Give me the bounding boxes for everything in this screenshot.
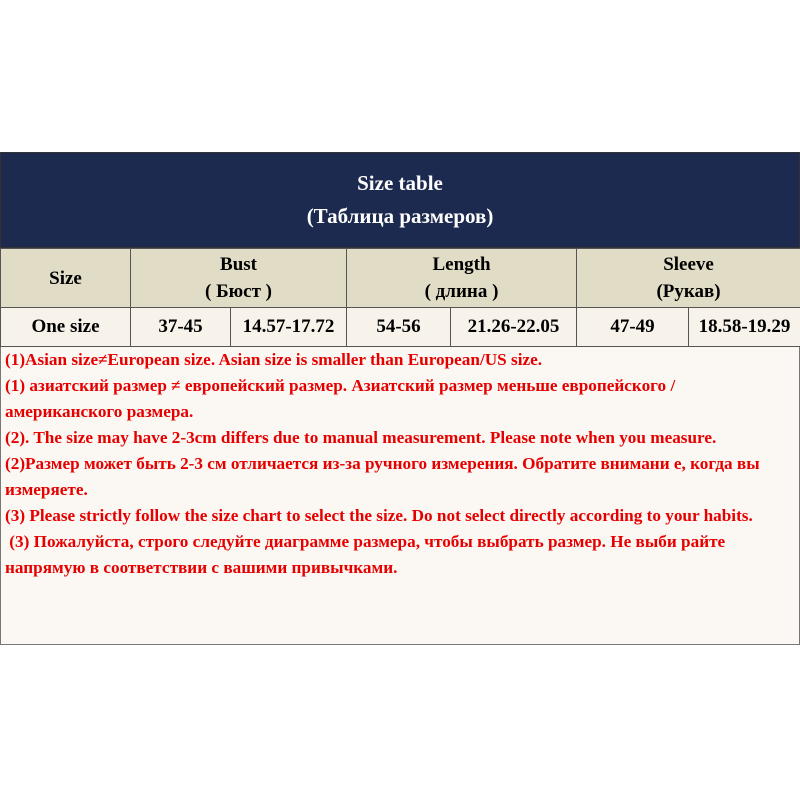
note-3-en: (3) Please strictly follow the size chart to select the size. Do not select directly according to your habits. xyxy=(5,506,753,525)
header-sleeve-ru: (Рукав) xyxy=(656,281,721,302)
cell-bust-in: 14.57-17.72 xyxy=(231,308,347,347)
cell-sleeve-cm: 47-49 xyxy=(577,308,689,347)
note-1-ru: (1) азиатский размер ≠ европейский размер. Азиатский размер меньше европейского / американского размера. xyxy=(5,376,676,421)
note-2-en: (2). The size may have 2-3cm differs due to manual measurement. Please note when you measure. xyxy=(5,428,717,447)
header-length-en: Length xyxy=(432,254,491,275)
header-sleeve xyxy=(577,249,800,308)
cell-bust-cm: 37-45 xyxy=(131,308,231,347)
size-chart xyxy=(0,152,800,645)
size-notes xyxy=(0,347,800,645)
size-table xyxy=(0,248,800,347)
note-2-ru: (2)Размер может быть 2-3 см отличается из-за ручного измерения. Обратите внимани е, когда вы измеряете. xyxy=(5,454,760,499)
page-subtitle: (Таблица размеров) xyxy=(306,204,494,228)
header-sleeve-en: Sleeve xyxy=(663,254,714,275)
cell-sleeve-in: 18.58-19.29 xyxy=(689,308,800,347)
cell-length-cm: 54-56 xyxy=(347,308,451,347)
header-length xyxy=(347,249,577,308)
table-header-row xyxy=(1,249,800,308)
note-1-en: (1)Asian size≠European size. Asian size is smaller than European/US size. xyxy=(5,350,543,369)
header-length-ru: ( длина ) xyxy=(424,281,499,302)
header-bust xyxy=(131,249,347,308)
table-row xyxy=(1,308,800,347)
title-bar xyxy=(0,152,800,248)
header-bust-en: Bust xyxy=(220,254,257,275)
cell-size: One size xyxy=(1,308,131,347)
note-3-ru: (3) Пожалуйста, строго следуйте диаграмме размера, чтобы выбрать размер. Не выби райте напрямую в соответствии с вашими привычками. xyxy=(5,532,730,577)
cell-length-in: 21.26-22.05 xyxy=(451,308,577,347)
header-bust-ru: ( Бюст ) xyxy=(205,281,273,302)
header-size: Size xyxy=(1,249,131,308)
page-title: Size table xyxy=(357,171,443,195)
